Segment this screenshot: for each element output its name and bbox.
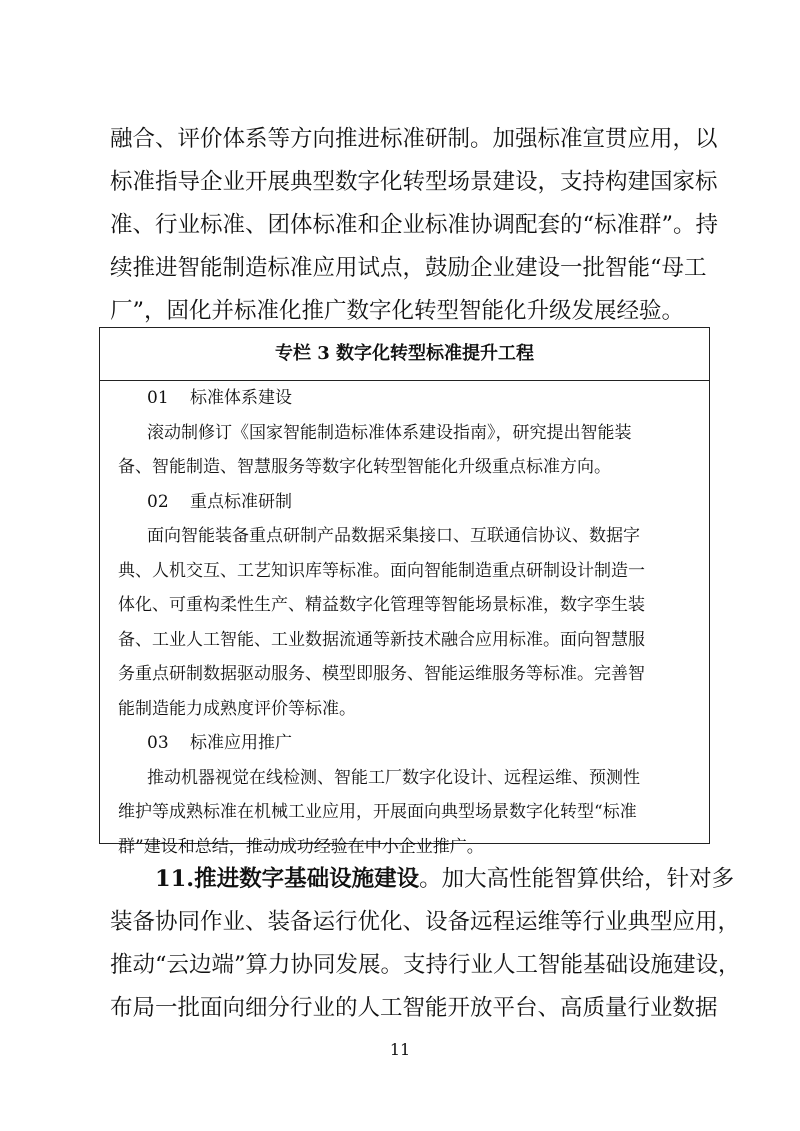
body-paragraph-top	[110, 118, 719, 333]
item-number: 01	[147, 388, 169, 408]
item-text-line: 推动机器视觉在线检测、智能工厂数字化设计、远程运维、预测性	[147, 767, 640, 788]
paragraph-line: 厂”，固化并标准化推广数字化转型智能化升级发展经验。	[110, 298, 685, 324]
paragraph-line: 续推进智能制造标准应用试点，鼓励企业建设一批智能“母工	[110, 255, 707, 281]
section-heading: 11.推进数字基础设施建设	[155, 866, 420, 892]
item-heading-text: 标准体系建设	[190, 388, 292, 408]
item-text-line: 典、人机交互、工艺知识库等标准。面向智能制造重点研制设计制造一	[118, 560, 645, 581]
item-heading	[118, 726, 709, 761]
body-paragraph-bottom	[110, 858, 741, 1030]
item-text-line: 备、工业人工智能、工业数据流通等新技术融合应用标准。面向智慧服	[118, 629, 645, 650]
item-number: 03	[147, 733, 169, 753]
item-heading	[118, 485, 709, 520]
item-text-line: 能制造能力成熟度评价等标准。	[118, 698, 356, 719]
item-text-line: 备、智能制造、智慧服务等数字化转型智能化升级重点标准方向。	[118, 457, 611, 477]
item-heading	[118, 381, 709, 416]
paragraph-line: 布局一批面向细分行业的人工智能开放平台、高质量行业数据	[110, 995, 718, 1021]
item-number: 02	[147, 491, 169, 512]
paragraph-line: 装备协同作业、装备运行优化、设备远程运维等行业典型应用，	[110, 909, 741, 935]
item-text-line: 维护等成熟标准在机械工业应用，开展面向典型场景数字化转型“标准	[118, 802, 637, 822]
paragraph-text: 。加大高性能智算供给，针对多	[419, 866, 735, 892]
special-column-box	[99, 327, 710, 857]
paragraph-line: 推动“云边端”算力协同发展。支持行业人工智能基础设施建设，	[110, 952, 741, 978]
item-text-line: 群”建设和总结，推动成功经验在中小企业推广。	[118, 836, 484, 857]
page-number: 11	[389, 1040, 411, 1059]
item-text-line: 务重点研制数据驱动服务、模型即服务、智能运维服务等标准。完善智	[118, 664, 645, 684]
item-heading-text: 重点标准研制	[190, 491, 292, 512]
paragraph-line: 标准指导企业开展典型数字化转型场景建设，支持构建国家标	[110, 169, 718, 195]
paragraph-first-line	[110, 858, 735, 901]
box-body	[100, 381, 709, 864]
paragraph-line: 准、行业标准、团体标准和企业标准协调配套的“标准群”。持	[110, 212, 719, 238]
paragraph-line: 融合、评价体系等方向推进标准研制。加强标准宣贯应用，以	[110, 126, 718, 152]
item-text-line: 体化、可重构柔性生产、精益数字化管理等智能场景标准，数字孪生装	[118, 595, 645, 615]
box-title: 专栏 3 数字化转型标准提升工程	[100, 328, 709, 381]
item-text-line: 面向智能装备重点研制产品数据采集接口、互联通信协议、数据字	[147, 526, 640, 546]
item-text-line: 滚动制修订《国家智能制造标准体系建设指南》，研究提出智能装	[147, 422, 632, 443]
item-heading-text: 标准应用推广	[190, 733, 292, 753]
